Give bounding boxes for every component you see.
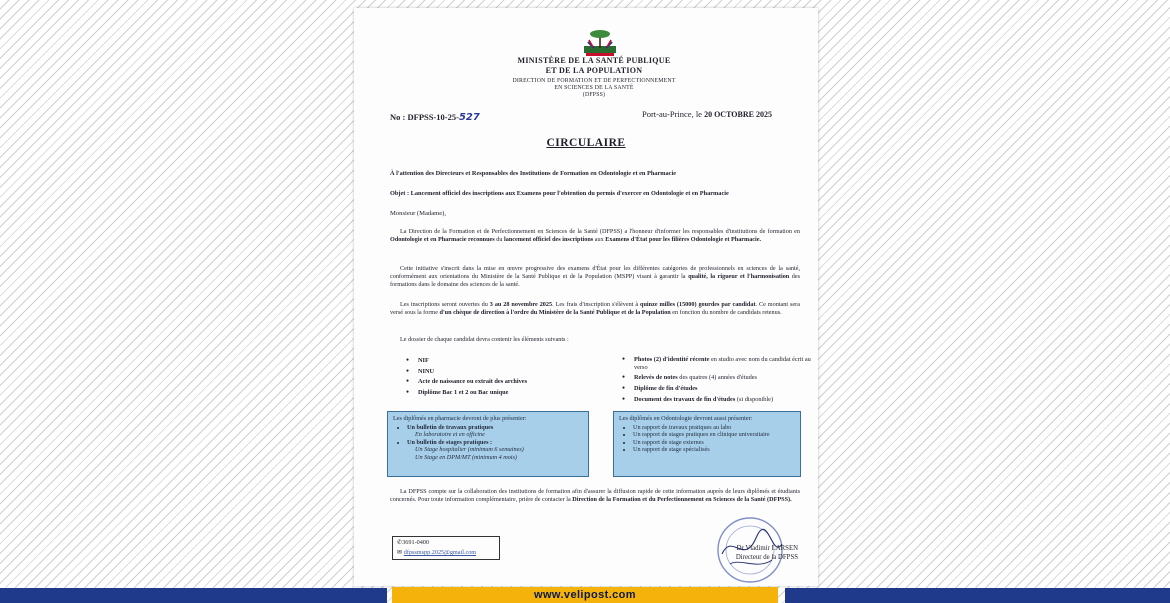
signature-block (698, 544, 798, 562)
reference-number: No : DFPSS-10-25-527 (390, 112, 480, 123)
signatory-name: Dr Vladimir LARSEN (736, 545, 798, 552)
contact-phone: ✆3691-0400 (397, 539, 429, 546)
list-item: • Un rapport de stages pratiques en clinique universitaire (633, 431, 795, 439)
list-item: • Un rapport de stage spécialisés (633, 446, 795, 454)
footer-bar-left (0, 588, 387, 603)
list-item: • Un rapport de travaux pratiques au labo (633, 424, 795, 432)
paragraph-dossier: Le dossier de chaque candidat devra contenir les éléments suivants : (400, 336, 569, 343)
list-item: ● Acte de naissance ou extrait des archives (404, 377, 584, 388)
salutation: Monsieur (Madame), (390, 210, 447, 217)
paragraph-initiative: Cette initiative s'inscrit dans la mise en œuvre progressive des examens d'État pour les différentes catégories de professionnels en sciences de la santé, conformément aux orientations du Ministère de la Santé Publique et de la Population (MSPP) visant à garantir la qualité, la rigueur et l'harmonisation des formations dans le domaine des sciences de la santé. (390, 265, 801, 288)
direction-name: DIRECTION DE FORMATION ET DE PERFECTIONNEMENT EN SCIENCES DE LA SANTÉ (DFPSS) (512, 78, 676, 98)
list-item: ● Photos (2) d'identité récente en studio avec nom du candidat écrit au verso (620, 356, 812, 371)
odontology-box-heading: Les diplômés en Odontologie devront aussi présenter: (619, 415, 753, 422)
odontology-requirements-box (613, 411, 801, 477)
place-and-date: Port-au-Prince, le 20 OCTOBRE 2025 (642, 109, 772, 119)
required-documents-left (404, 356, 584, 398)
list-item: ● Diplôme Bac 1 et 2 ou Bac unique (404, 388, 584, 399)
pharmacy-box-heading: Les diplômés en pharmacie devront de plus présenter: (393, 415, 527, 422)
attention-line: À l'attention des Directeurs et Responsables des Institutions de Formation en Odontologie et en Pharmacie (390, 170, 677, 177)
list-item: ● NIF (404, 356, 584, 367)
list-item: • Un bulletin de travaux pratiques En laboratoire et en officine (407, 424, 583, 439)
document-title: CIRCULAIRE (546, 137, 626, 149)
paragraph-registration: Les inscriptions seront ouvertes du 3 au 28 novembre 2025. Les frais d'inscription s'élèvent à quinze milles (15000) gourdes par candidat. Ce montant sera versé sous la forme d'un chèque de direction à l'ordre du Ministère de la Santé Publique et de la Population en fonction du nombre de candidats retenus. (390, 301, 800, 316)
paragraph-closing: La DFPSS compte sur la collaboration des institutions de formation afin d'assurer la diffusion rapide de cette information auprès de leurs diplômés et étudiants concernés. Pour toute information complémentaire, prière de contacter la Direction de la Formation et du Perfectionnement en Sciences de la Santé (DFPSS). (390, 488, 800, 503)
ministry-name: MINISTÈRE DE LA SANTÉ PUBLIQUE ET DE LA POPULATION (517, 56, 671, 75)
phone-icon: ✆ (397, 539, 403, 546)
haiti-coat-of-arms-icon (580, 28, 620, 58)
object-line: Objet : Lancement officiel des inscriptions aux Examens pour l'obtention du permis d'exercer en Odontologie et en Pharmacie (390, 190, 729, 197)
list-item: ● Document des travaux de fin d'études (si disponible) (620, 396, 812, 404)
list-item: • Un rapport de stage externes (633, 439, 795, 447)
list-item: ● Relevés de notes des quatres (4) années d'études (620, 374, 812, 382)
pharmacy-requirements-box (387, 411, 589, 477)
paragraph-intro: La Direction de la Formation et de Perfectionnement en Sciences de la Santé (DFPSS) a l'honneur d'informer les responsables d'institutions de formation en Odontologie et en Pharmacie reconnues du lancement officiel des inscriptions aux Examens d'État pour les filières Odontologie et Pharmacie. (390, 228, 800, 243)
list-item: ● Diplôme de fin d'études (620, 385, 812, 393)
website-watermark: www.velipost.com (392, 587, 778, 603)
contact-box (392, 536, 500, 560)
list-item: • Un bulletin de stages pratiques : Un Stage hospitalier (minimum 6 semaines) Un Stage en DPM/MT (minimum 4 mois) (407, 439, 583, 462)
required-documents-right (620, 356, 812, 407)
contact-email[interactable]: ✉ dfpssmspp.2025@gmail.com (397, 549, 477, 556)
signatory-title: Directeur de la DFPSS (735, 554, 798, 561)
list-item: ● NINU (404, 367, 584, 378)
footer-bar-right (785, 588, 1170, 603)
mail-icon: ✉ (397, 549, 403, 556)
circular-document (354, 8, 818, 586)
